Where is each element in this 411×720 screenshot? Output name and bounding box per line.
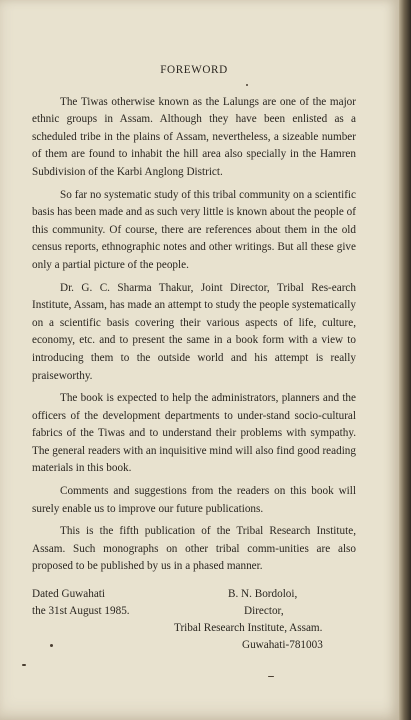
page-title: FOREWORD (160, 64, 228, 76)
foreword-content (32, 62, 356, 658)
paragraph-5: Comments and suggestions from the readers on this book will surely enable us to improve our future publications. (32, 485, 356, 515)
dateline-date: the 31st August 1985. (32, 605, 130, 618)
signatory (174, 586, 356, 654)
signatory-designation: Director, (244, 605, 284, 618)
paper-speck (246, 84, 248, 86)
dateline-place: Dated Guwahati (32, 588, 106, 601)
paragraph-1: The Tiwas otherwise known as the Lalungs are one of the major ethnic groups in Assam. Although they have been enlisted as a scheduled tribe in the plains of Assam, nevertheless, a sizeable number of them are found to inhabit the hill area also specially in the Hamren Subdivision of the Karbi Anglong District. (32, 95, 356, 178)
paragraph-3: Dr. G. C. Sharma Thakur, Joint Director, Tribal Res-earch Institute, Assam, has made an attempt to study the people systematically on a scientific basis covering their various aspects of life, culture, economy, etc. and to present the same in a book form with a view to introducing them to the outside world and his attempt is really praiseworthy. (32, 281, 356, 382)
signatory-name: B. N. Bordoloi, (228, 588, 298, 601)
signatory-place: Guwahati-781003 (242, 639, 323, 652)
paper-speck (22, 664, 26, 666)
paragraph-6: This is the fifth publication of the Tribal Research Institute, Assam. Such monographs on other tribal comm-unities are also proposed to be published by us in a phased manner. (32, 525, 356, 573)
paragraph-4: The book is expected to help the administrators, planners and the officers of the development departments to under-stand socio-cultural fabrics of the Tiwas and to understand their problems with sympathy. The general readers with an inquisitive mind will also find good reading materials in this book. (32, 392, 356, 475)
paragraph-2: So far no systematic study of this tribal community on a scientific basis has been made and as such very little is known about the people of this community. Of course, there are references about them in the old census reports, ethnographic notes and other writings. But all these give only a partial picture of the people. (32, 188, 356, 271)
dateline (32, 586, 162, 620)
page-edge (399, 0, 411, 720)
signature-block (32, 586, 356, 658)
paper-speck (50, 644, 53, 647)
signatory-organization: Tribal Research Institute, Assam. (174, 622, 323, 635)
paper-speck (268, 676, 274, 677)
